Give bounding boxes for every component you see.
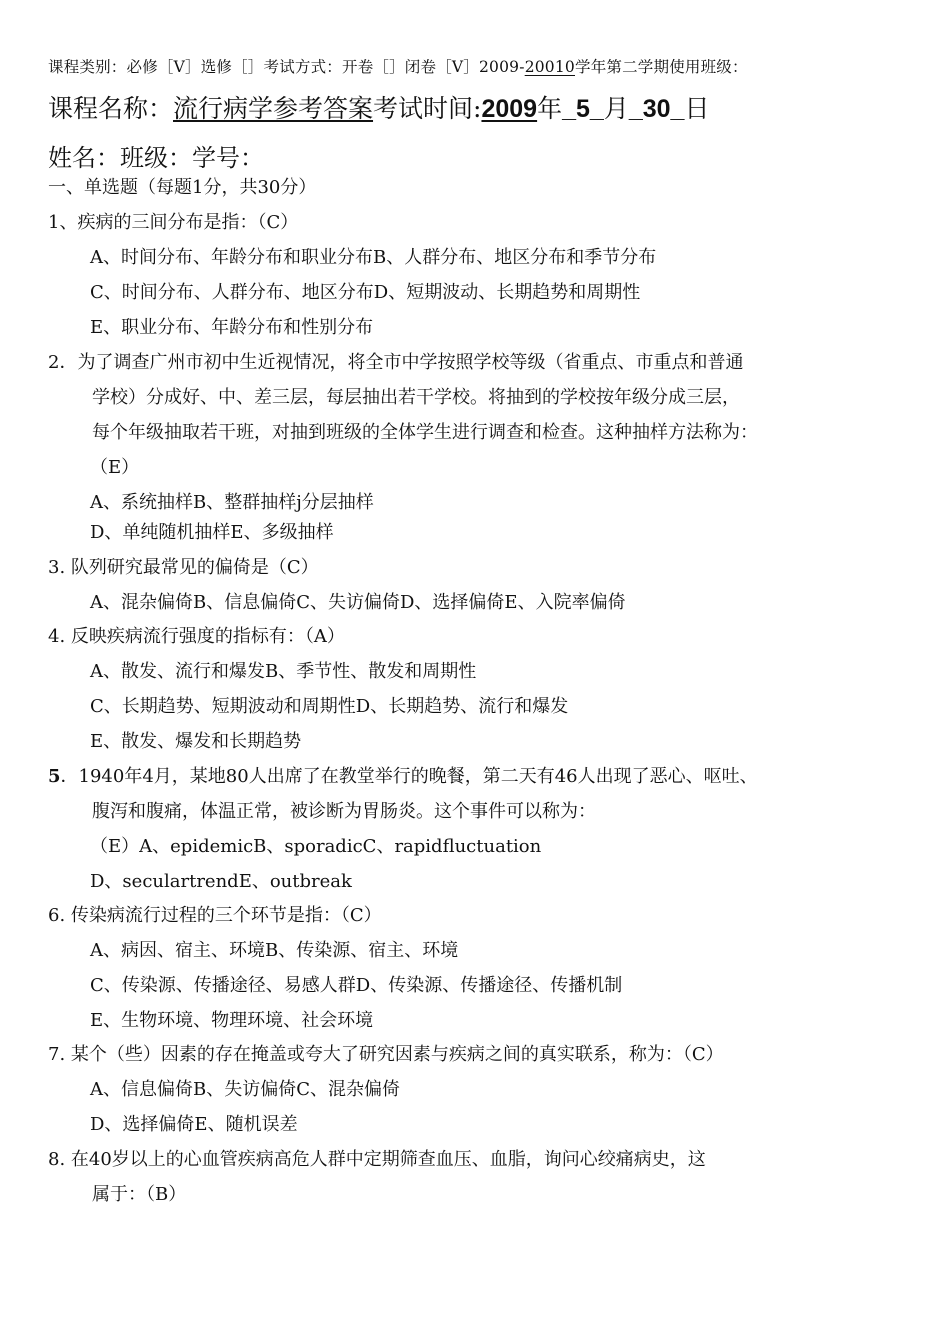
question-5-option-line: （E）A、epidemicB、sporadicC、rapidfluctuation	[90, 836, 542, 857]
exam-day: _30_	[628, 95, 685, 123]
exam-year: 2009	[481, 95, 538, 123]
question-2-answer: （E）	[90, 457, 140, 478]
exam-year-unit: 年	[537, 94, 563, 123]
question-7-option-line: A、信息偏倚B、失访偏倚C、混杂偏倚	[90, 1079, 400, 1100]
course-info-suffix: 学年第二学期使用班级：	[575, 58, 748, 76]
academic-year-end: 20010	[524, 58, 575, 76]
question-6-option-line: C、传染源、传播途径、易感人群D、传染源、传播途径、传播机制	[90, 975, 623, 996]
question-3-option-line: A、混杂偏倚B、信息偏倚C、失访偏倚D、选择偏倚E、入院率偏倚	[90, 592, 626, 613]
student-info-line: 姓名：班级：学号：	[48, 144, 264, 172]
question-1-option-line: C、时间分布、人群分布、地区分布D、短期波动、长期趋势和周期性	[90, 282, 641, 303]
course-name-label: 课程名称：	[48, 94, 174, 123]
question-3: 3. 队列研究最常见的偏倚是（C）	[48, 557, 319, 578]
exam-day-unit: 日	[684, 94, 710, 123]
question-7: 7. 某个（些）因素的存在掩盖或夸大了研究因素与疾病之间的真实联系，称为：（C）	[48, 1044, 724, 1065]
question-1-option-line: A、时间分布、年龄分布和职业分布B、人群分布、地区分布和季节分布	[90, 247, 657, 268]
question-6: 6. 传染病流行过程的三个环节是指：（C）	[48, 905, 382, 926]
question-4-option-line: A、散发、流行和爆发B、季节性、散发和周期性	[90, 661, 477, 682]
question-4-option-line: E、散发、爆发和长期趋势	[90, 731, 302, 752]
question-5-option-line: D、seculartrendE、outbreak	[90, 871, 352, 892]
exam-time-label: 考试时间:	[373, 94, 482, 123]
course-info-line	[48, 55, 748, 79]
exam-month-unit: 月	[603, 94, 629, 123]
question-2-continuation: 学校）分成好、中、差三层，每层抽出若干学校。将抽到的学校按年级分成三层，	[92, 387, 740, 408]
question-2-continuation: 每个年级抽取若干班，对抽到班级的全体学生进行调查和检查。这种抽样方法称为：	[92, 422, 758, 443]
question-4: 4. 反映疾病流行强度的指标有：（A）	[48, 626, 345, 647]
question-8-continuation: 属于：（B）	[92, 1184, 187, 1205]
course-name-line	[48, 92, 709, 126]
question-5-text: ．1940年4月，某地80人出席了在教堂举行的晚餐，第二天有46人出现了恶心、呕吐、	[60, 766, 758, 787]
question-6-option-line: A、病因、宿主、环境B、传染源、宿主、环境	[90, 940, 459, 961]
question-1-option-line: E、职业分布、年龄分布和性别分布	[90, 317, 374, 338]
course-info-prefix: 课程类别：必修［V］选修［］考试方式：开卷［］闭卷［V］2009-	[48, 58, 525, 76]
question-5	[48, 765, 758, 789]
question-2-option-line: A、系统抽样B、整群抽样j分层抽样	[90, 492, 374, 513]
exam-month: _5_	[562, 95, 604, 123]
course-name-value: 流行病学参考答案	[173, 94, 374, 123]
question-2: 2．为了调查广州市初中生近视情况，将全市中学按照学校等级（省重点、市重点和普通	[48, 352, 744, 373]
question-4-option-line: C、长期趋势、短期波动和周期性D、长期趋势、流行和爆发	[90, 696, 569, 717]
question-1: 1、疾病的三间分布是指：（C）	[48, 212, 299, 233]
question-5-continuation: 腹泻和腹痛，体温正常，被诊断为胃肠炎。这个事件可以称为：	[92, 801, 596, 822]
question-5-number: 5	[48, 766, 61, 787]
question-7-option-line: D、选择偏倚E、随机误差	[90, 1114, 298, 1135]
question-6-option-line: E、生物环境、物理环境、社会环境	[90, 1010, 374, 1031]
section-title: 一、单选题（每题1分，共30分）	[48, 177, 317, 198]
question-8: 8. 在40岁以上的心血管疾病高危人群中定期筛查血压、血脂，询问心绞痛病史，这	[48, 1149, 706, 1170]
question-2-option-line: D、单纯随机抽样E、多级抽样	[90, 522, 334, 543]
